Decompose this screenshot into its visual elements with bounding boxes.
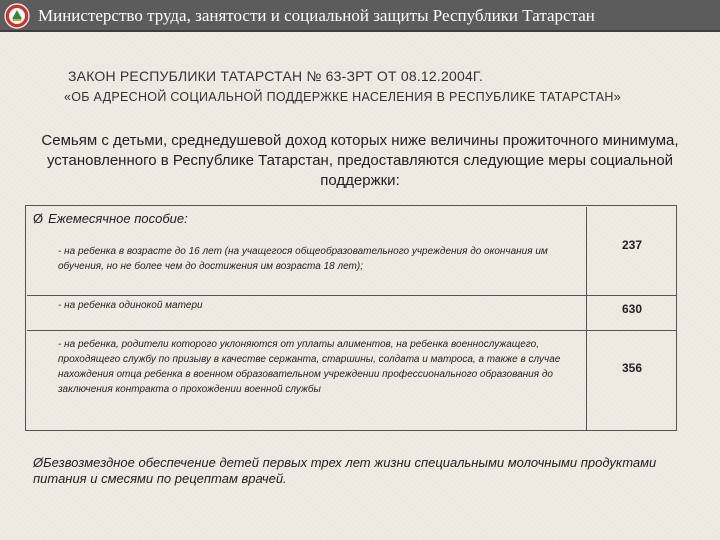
header-title: Министерство труда, занятости и социальной защиты Республики Татарстан bbox=[38, 6, 595, 25]
table-row-divider bbox=[27, 295, 677, 296]
table-row-label: - на ребенка в возрасте до 16 лет (на учащегося общеобразовательного учреждения до окончания им обучения, но не более чем до достижения им возраста 18 лет); bbox=[58, 246, 548, 272]
bullet-arrow-icon: Ø bbox=[33, 455, 44, 470]
header-bar bbox=[0, 0, 720, 32]
table-row-value: 356 bbox=[621, 361, 643, 375]
footer-bullet bbox=[33, 455, 693, 487]
document-title-line2: «ОБ АДРЕСНОЙ СОЦИАЛЬНОЙ ПОДДЕРЖКЕ НАСЕЛЕНИЯ В РЕСПУБЛИКЕ ТАТАРСТАН» bbox=[64, 90, 621, 104]
tatarstan-emblem-icon bbox=[4, 3, 30, 29]
footer-text: Безвозмездное обеспечение детей первых трех лет жизни специальными молочными продуктами питания и смесями по рецептам врачей. bbox=[33, 455, 657, 486]
benefits-table bbox=[25, 205, 677, 431]
table-header-label: Ежемесячное пособие: bbox=[48, 211, 188, 226]
table-row-divider bbox=[27, 330, 677, 331]
table-row-value: 237 bbox=[621, 238, 643, 252]
table-row-label: - на ребенка, родители которого уклоняются от уплаты алиментов, на ребенка военнослужащего, проходящего службу по призыву в качестве сержанта, старшины, солдата и матроса, а также в случае нахождения отца ребенка в военном образовательном учреждении профессионального образования до заключения контракта о прохождении военной службы bbox=[58, 339, 561, 395]
intro-paragraph: Семьям с детьми, среднедушевой доход которых ниже величины прожиточного минимума, установленного в Республике Татарстан, предоставляются следующие меры социальной поддержки: bbox=[41, 132, 679, 189]
document-title-line1: ЗАКОН РЕСПУБЛИКИ ТАТАРСТАН № 63-ЗРТ ОТ 08.12.2004Г. bbox=[68, 68, 484, 84]
table-header bbox=[33, 211, 188, 226]
table-row-value: 630 bbox=[621, 302, 643, 316]
table-column-divider bbox=[586, 207, 587, 431]
table-row-label: - на ребенка одинокой матери bbox=[58, 300, 203, 311]
bullet-arrow-icon: Ø bbox=[33, 211, 44, 226]
